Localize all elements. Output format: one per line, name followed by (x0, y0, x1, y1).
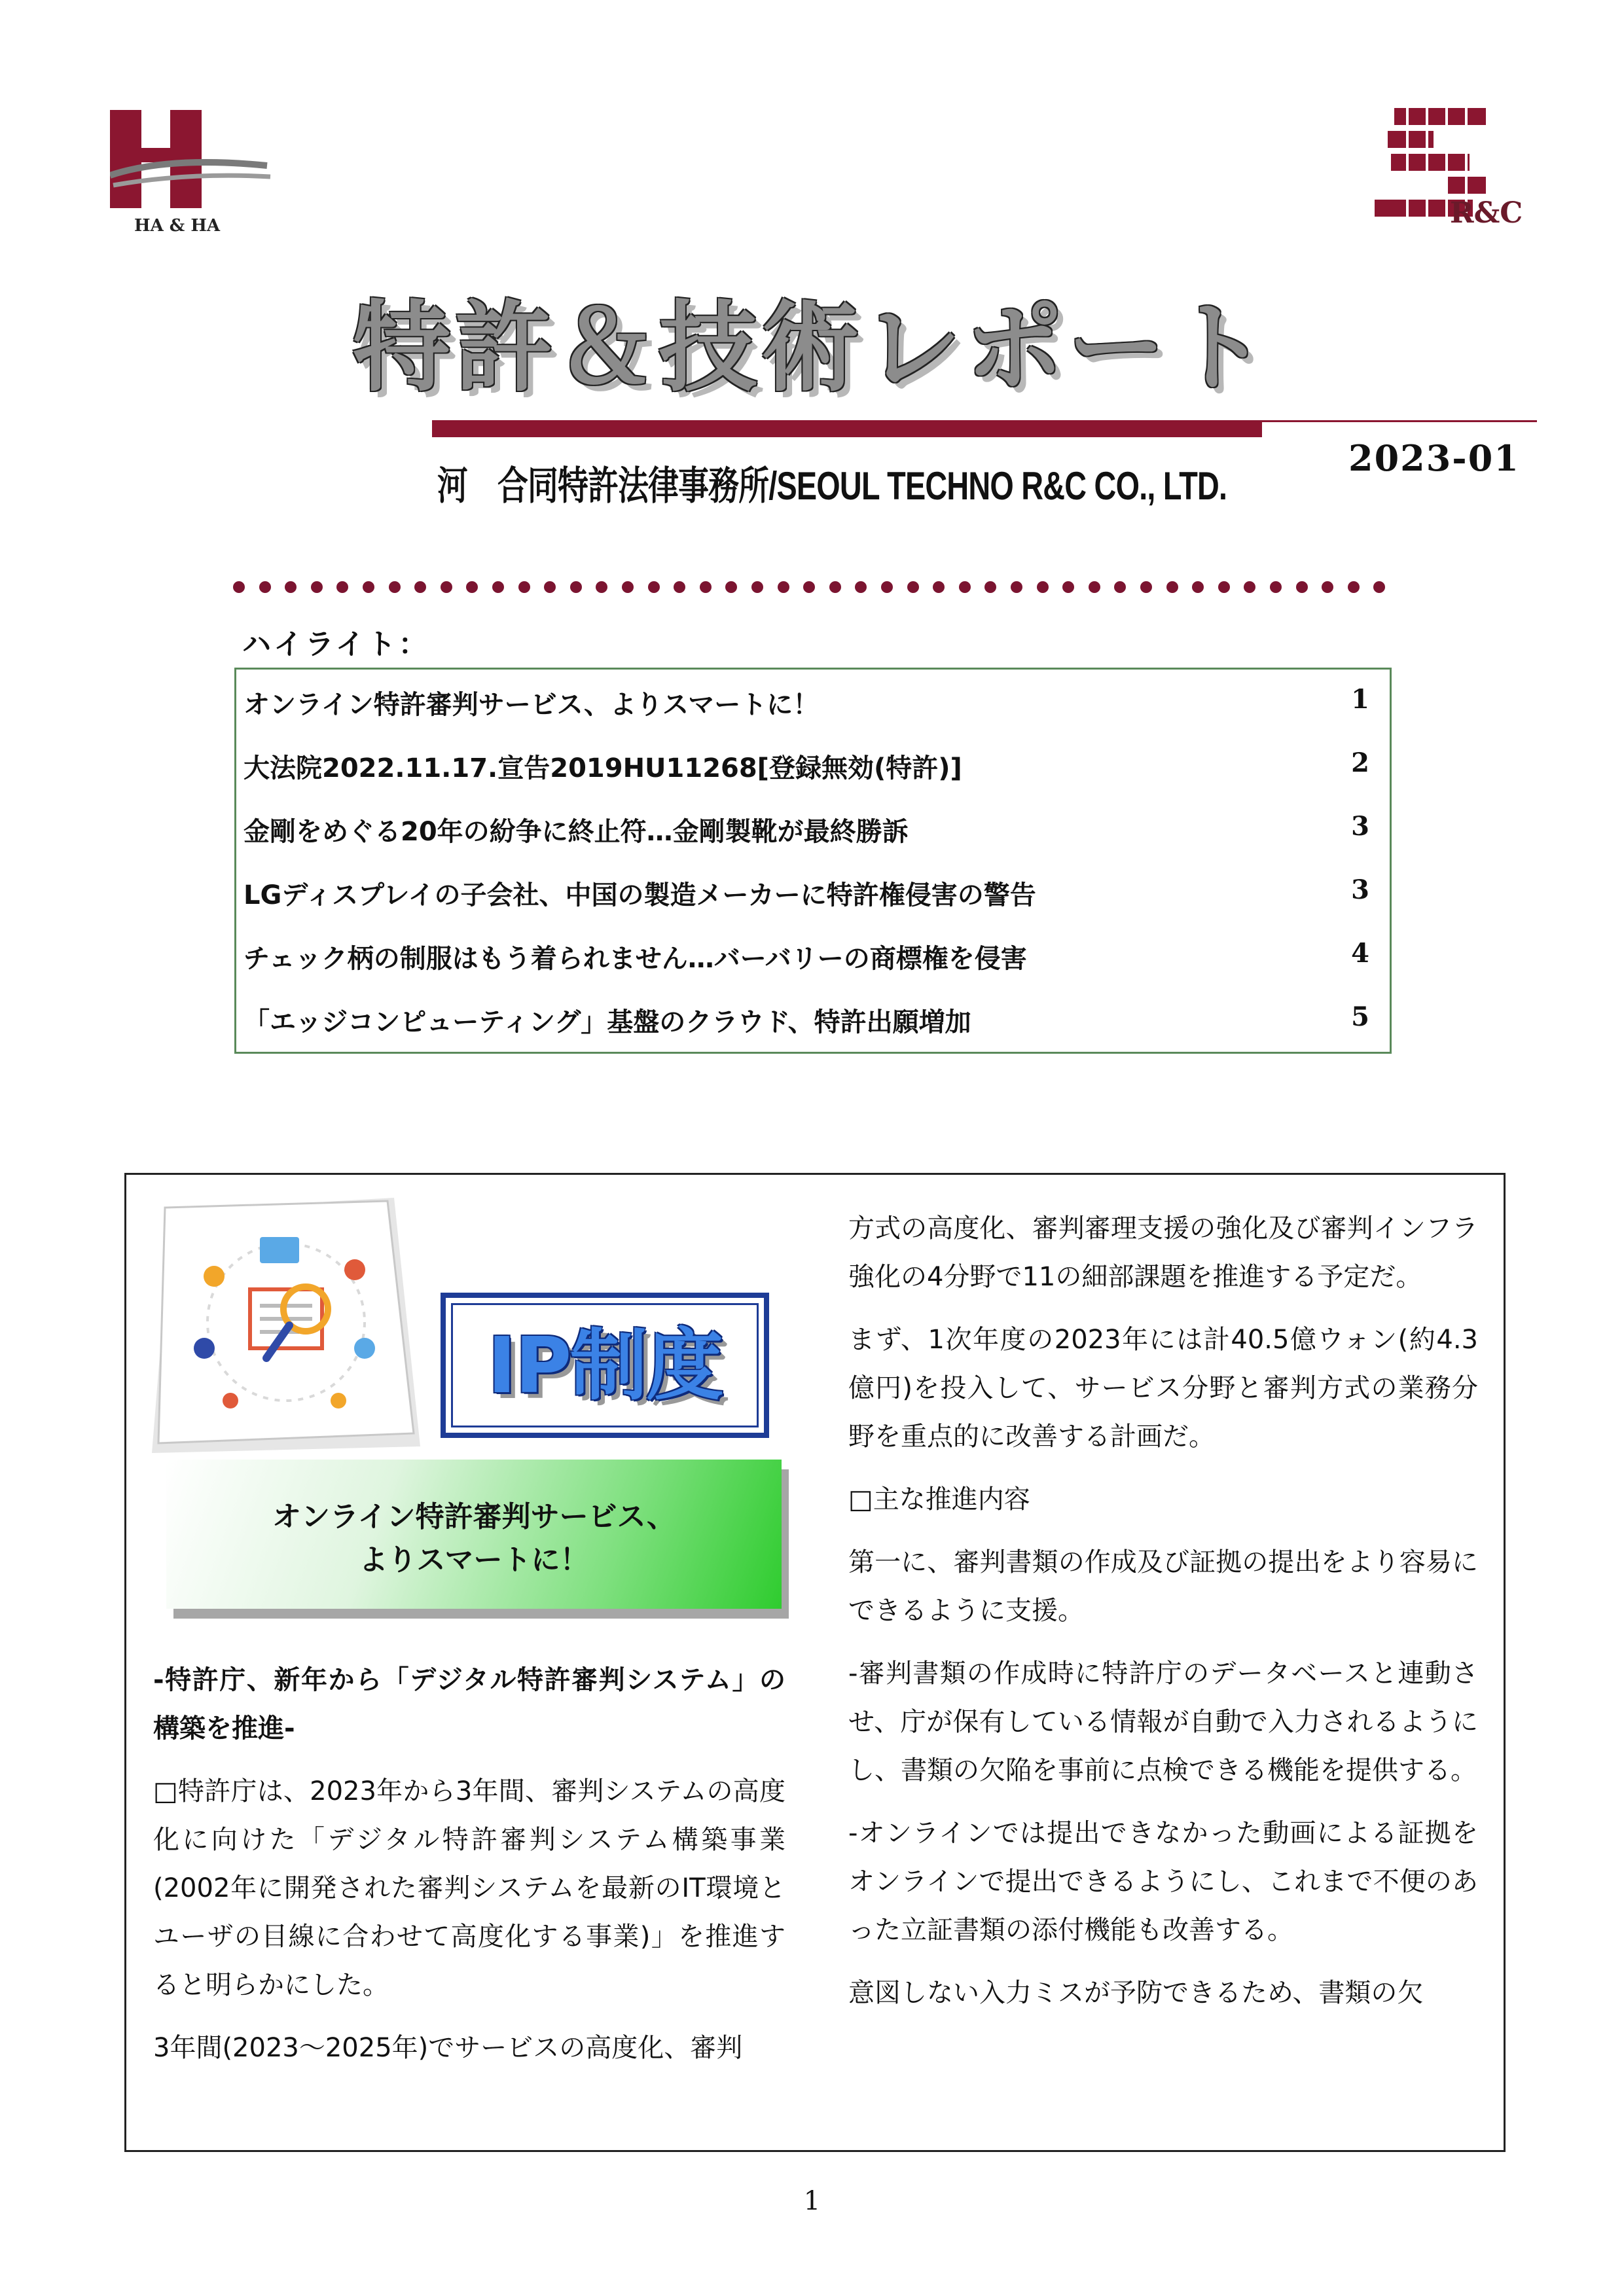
article-paragraph: 第一に、審判書類の作成及び証拠の提出をより容易にできるように支援。 (848, 1547, 1478, 1626)
divider-dot (959, 581, 971, 593)
divider-dot (1062, 581, 1074, 593)
page-number: 1 (803, 2186, 821, 2216)
highlight-title: オンライン特許審判サービス、よりスマートに！ (244, 690, 820, 720)
highlight-item[interactable] (244, 811, 1369, 850)
highlight-title: 大法院2022.11.17.宣告2019HU11268[登録無効(特許)] (244, 753, 962, 783)
divider-dot (1011, 581, 1022, 593)
divider-dot (1218, 581, 1230, 593)
headline-line: オンライン特許審判サービス、 (272, 1500, 676, 1534)
divider-dot (414, 581, 426, 593)
article-right-column (848, 1204, 1478, 2032)
article-subtitle: -特許庁、新年から「デジタル特許審判システム」の構築を推進- (153, 1665, 785, 1744)
divider-dot (907, 581, 919, 593)
highlight-title: 「エッジコンピューティング」基盤のクラウド、特許出願増加 (244, 1007, 971, 1037)
highlight-page: 3 (1351, 811, 1369, 842)
headline-line: よりスマートに！ (359, 1543, 589, 1577)
divider-dot (596, 581, 607, 593)
highlight-item[interactable] (244, 684, 1369, 723)
article-paragraph: -審判書類の作成時に特許庁のデータベースと連動させ、庁が保有している情報が自動で入力されるようにし、書類の欠陥を事前に点検できる機能を提供する。 (848, 1659, 1478, 1785)
highlight-title: LGディスプレイの子会社、中国の製造メーカーに特許権侵害の警告 (244, 880, 1036, 910)
divider-dot (1296, 581, 1308, 593)
divider-dot (466, 581, 478, 593)
divider-dot (363, 581, 374, 593)
divider-dot (259, 581, 271, 593)
divider-dot (311, 581, 323, 593)
issue-number: 2023-01 (1348, 437, 1520, 479)
divider-dot (648, 581, 660, 593)
divider-dot (751, 581, 763, 593)
article-headline (166, 1496, 782, 1582)
document-magnifier-illustration-icon (152, 1198, 422, 1453)
article-paragraph: -オンラインでは提出できなかった動画による証拠をオンラインで提出できるようにし、これまで不便のあった立証書類の添付機能も改善する。 (848, 1818, 1478, 1945)
highlight-title: 金剛をめぐる20年の紛争に終止符…金剛製靴が最終勝訴 (244, 817, 909, 847)
report-title: 特許＆技術レポート (352, 291, 1272, 405)
divider-dot (881, 581, 893, 593)
divider-dot (674, 581, 685, 593)
highlights-label: ハイライト： (242, 628, 430, 661)
divider-dot (1244, 581, 1255, 593)
divider-dot (1037, 581, 1049, 593)
firm-name: 河 合同特許法律事務所/SEOUL TECHNO R&C CO., LTD. (437, 464, 1227, 508)
title-divider-thin (1262, 420, 1537, 422)
divider-dot (1140, 581, 1152, 593)
divider-dot (984, 581, 996, 593)
divider-dot (492, 581, 504, 593)
divider-dot (1192, 581, 1204, 593)
highlight-item[interactable] (244, 747, 1369, 787)
divider-dot (855, 581, 867, 593)
highlight-page: 1 (1351, 684, 1369, 715)
highlight-item[interactable] (244, 938, 1369, 977)
divider-dot (725, 581, 737, 593)
highlight-title: チェック柄の制服はもう着られません…バーバリーの商標権を侵害 (244, 944, 1027, 974)
divider-dot (285, 581, 297, 593)
divider-dot (441, 581, 452, 593)
divider-dot (570, 581, 582, 593)
highlight-page: 2 (1351, 747, 1369, 778)
category-label: IP制度 (487, 1320, 723, 1410)
article-paragraph: まず、1次年度の2023年には計40.5億ウォン(約4.3億円)を投入して、サービス分野と審判方式の業務分野を重点的に改善する計画だ。 (848, 1325, 1478, 1452)
logo-right-label: R&C (1450, 196, 1523, 230)
divider-dot (1114, 581, 1126, 593)
divider-dot (233, 581, 245, 593)
divider-dot (1089, 581, 1100, 593)
divider-dot (1166, 581, 1178, 593)
article-paragraph: 方式の高度化、審判審理支援の強化及び審判インフラ強化の4分野で11の細部課題を推進する予定だ。 (848, 1213, 1478, 1292)
article-left-column (153, 1656, 785, 2087)
highlight-page: 5 (1351, 1001, 1369, 1032)
title-divider (432, 420, 1262, 437)
divider-dot (1348, 581, 1360, 593)
article-paragraph: 3年間(2023～2025年)でサービスの高度化、審判 (153, 2033, 743, 2063)
dotted-divider (233, 581, 1385, 594)
divider-dot (622, 581, 634, 593)
divider-dot (933, 581, 945, 593)
divider-dot (700, 581, 712, 593)
highlight-item[interactable] (244, 874, 1369, 914)
article-paragraph: □主な推進内容 (848, 1484, 1030, 1515)
article-paragraph: 意図しない入力ミスが予防できるため、書類の欠 (848, 1978, 1424, 2008)
divider-dot (778, 581, 789, 593)
highlight-page: 3 (1351, 874, 1369, 905)
highlight-page: 4 (1351, 938, 1369, 969)
divider-dot (1322, 581, 1333, 593)
highlights-box (234, 668, 1392, 1054)
divider-dot (829, 581, 841, 593)
divider-dot (1270, 581, 1282, 593)
article-paragraph: □特許庁は、2023年から3年間、審判システムの高度化に向けた「デジタル特許審判システム構築事業(2002年に開発された審判システムを最新のIT環境とユーザの目線に合わせて高度化する事業)」を推進すると明らかにした。 (153, 1776, 785, 2000)
divider-dot (389, 581, 401, 593)
divider-dot (336, 581, 348, 593)
divider-dot (1373, 581, 1385, 593)
divider-dot (803, 581, 815, 593)
logo-left-label: HA & HA (134, 216, 221, 236)
divider-dot (518, 581, 530, 593)
divider-dot (544, 581, 556, 593)
highlight-item[interactable] (244, 1001, 1369, 1041)
